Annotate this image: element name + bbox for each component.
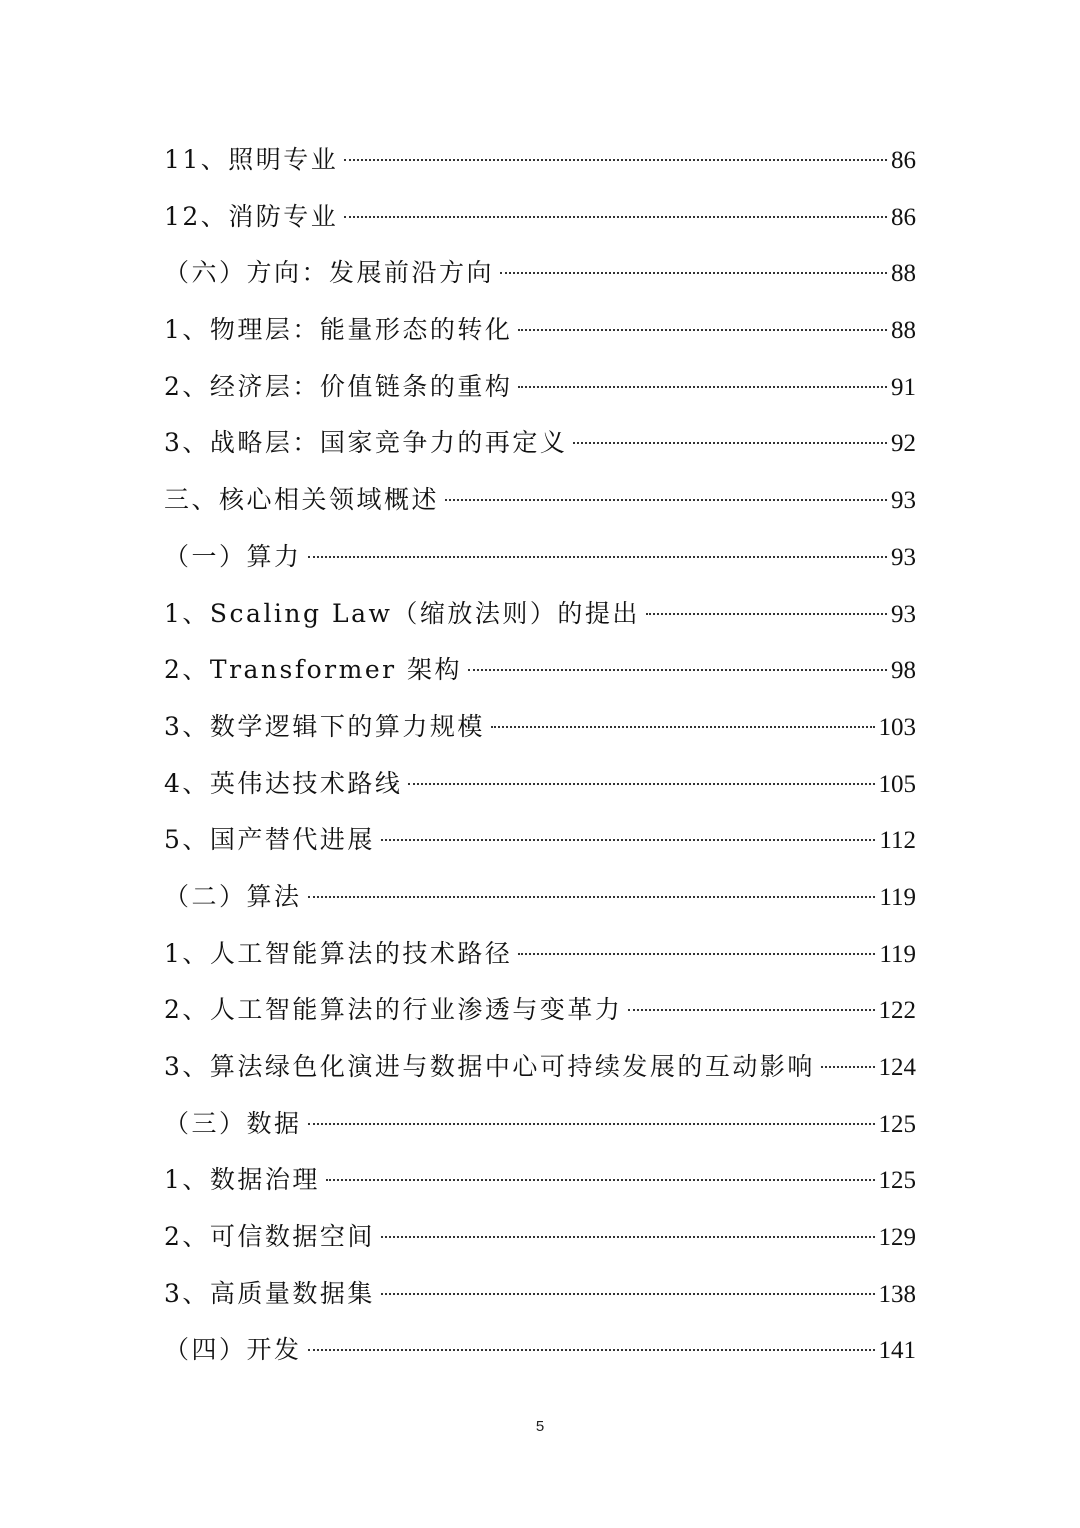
- toc-entry-page: 124: [878, 1054, 916, 1081]
- toc-entry[interactable]: [164, 189, 916, 246]
- toc-entry-page: 112: [879, 827, 916, 855]
- dot-leader: [821, 1066, 875, 1068]
- toc-entry[interactable]: [164, 982, 916, 1039]
- toc-entry-page: 93: [891, 543, 916, 571]
- toc-entry-label: 3、算法绿色化演进与数据中心可持续发展的互动影响: [164, 1052, 815, 1081]
- toc-entry[interactable]: [164, 1096, 916, 1153]
- toc-entry[interactable]: [164, 529, 916, 586]
- toc-entry-label: （六）方向：发展前沿方向: [164, 258, 495, 288]
- toc-entry-page: 119: [879, 940, 916, 968]
- toc-entry-label: 11、照明专业: [164, 145, 339, 174]
- dot-leader: [308, 1349, 875, 1351]
- toc-entry-page: 122: [878, 997, 916, 1025]
- dot-leader: [491, 726, 875, 728]
- dot-leader: [381, 1293, 875, 1295]
- toc-entry-page: 88: [891, 260, 916, 288]
- dot-leader: [408, 783, 874, 785]
- dot-leader: [308, 896, 876, 898]
- toc-entry-page: 103: [878, 713, 916, 741]
- toc-entry-label: 3、数学逻辑下的算力规模: [164, 711, 485, 741]
- dot-leader: [308, 1123, 875, 1125]
- dot-leader: [628, 1009, 874, 1011]
- toc-entry-page: 92: [891, 430, 916, 458]
- toc-entry-label: 1、数据治理: [164, 1165, 320, 1195]
- toc-entry-label: 4、英伟达技术路线: [164, 768, 403, 798]
- toc-entry-page: 138: [878, 1280, 916, 1308]
- dot-leader: [445, 499, 887, 501]
- toc-entry-label: 2、经济层：价值链条的重构: [164, 371, 513, 401]
- dot-leader: [518, 953, 875, 955]
- dot-leader: [500, 272, 887, 274]
- toc-entry-label: 5、国产替代进展: [164, 825, 375, 855]
- toc-entry[interactable]: [164, 472, 916, 529]
- dot-leader: [381, 839, 876, 841]
- toc-entry[interactable]: [164, 1152, 916, 1209]
- toc-entry-label: 3、高质量数据集: [164, 1278, 375, 1308]
- toc-entry[interactable]: [164, 1266, 916, 1323]
- toc-entry-label: 2、人工智能算法的行业渗透与变革力: [164, 995, 623, 1025]
- dot-leader: [344, 159, 887, 161]
- toc-entry-label: 2、Transformer 架构: [164, 655, 463, 685]
- toc-entry-label: 1、Scaling Law（缩放法则）的提出: [164, 598, 640, 628]
- toc-entry-page: 125: [878, 1167, 916, 1195]
- toc-entry[interactable]: [164, 926, 916, 983]
- dot-leader: [518, 329, 887, 331]
- toc-entry[interactable]: [164, 1039, 916, 1096]
- table-of-contents: [164, 132, 916, 1379]
- dot-leader: [381, 1236, 875, 1238]
- toc-entry[interactable]: [164, 359, 916, 416]
- dot-leader: [646, 613, 887, 615]
- dot-leader: [308, 556, 887, 558]
- toc-entry-label: 1、人工智能算法的技术路径: [164, 938, 513, 968]
- toc-entry[interactable]: [164, 415, 916, 472]
- toc-entry-label: 1、物理层：能量形态的转化: [164, 315, 513, 345]
- dot-leader: [344, 216, 887, 218]
- toc-entry-label: 12、消防专业: [164, 201, 339, 231]
- toc-entry-page: 88: [891, 317, 916, 345]
- toc-entry-page: 91: [891, 373, 916, 401]
- toc-entry-page: 93: [891, 600, 916, 628]
- toc-entry-page: 119: [879, 883, 916, 911]
- toc-entry[interactable]: [164, 302, 916, 359]
- toc-entry-label: 3、战略层：国家竞争力的再定义: [164, 428, 568, 458]
- toc-entry[interactable]: [164, 812, 916, 869]
- toc-entry[interactable]: [164, 245, 916, 302]
- toc-entry[interactable]: [164, 642, 916, 699]
- toc-entry-page: 125: [878, 1110, 916, 1138]
- toc-entry[interactable]: [164, 699, 916, 756]
- toc-entry-page: 86: [891, 147, 916, 174]
- dot-leader: [518, 386, 887, 388]
- toc-entry-label: （四）开发: [164, 1335, 302, 1365]
- toc-entry-page: 141: [878, 1337, 916, 1365]
- toc-entry[interactable]: [164, 1322, 916, 1379]
- dot-leader: [573, 442, 887, 444]
- dot-leader: [468, 669, 887, 671]
- toc-entry-page: 98: [891, 657, 916, 685]
- toc-entry-label: （二）算法: [164, 881, 302, 911]
- page-number: 5: [535, 1418, 545, 1435]
- toc-entry-label: （一）算力: [164, 541, 302, 571]
- toc-entry-page: 86: [891, 203, 916, 231]
- toc-entry-label: （三）数据: [164, 1108, 302, 1138]
- dot-leader: [326, 1179, 875, 1181]
- toc-entry[interactable]: [164, 132, 916, 189]
- toc-entry[interactable]: [164, 1209, 916, 1266]
- toc-entry-label: 2、可信数据空间: [164, 1222, 375, 1252]
- toc-entry[interactable]: [164, 586, 916, 643]
- toc-entry-page: 93: [891, 487, 916, 515]
- toc-entry[interactable]: [164, 756, 916, 813]
- toc-entry[interactable]: [164, 869, 916, 926]
- toc-entry-label: 三、核心相关领域概述: [164, 485, 440, 515]
- toc-entry-page: 129: [878, 1224, 916, 1252]
- toc-entry-page: 105: [878, 770, 916, 798]
